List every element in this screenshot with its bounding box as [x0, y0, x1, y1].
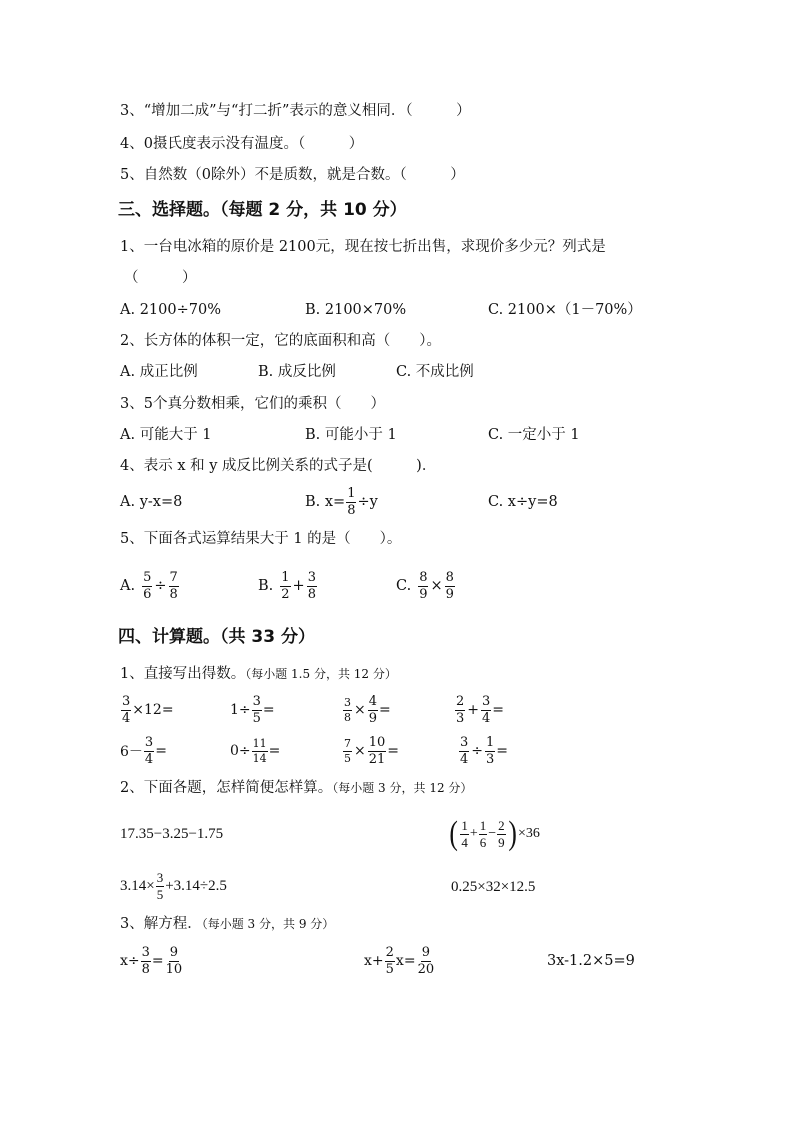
choice-q4-option-c: C. x÷y=8: [488, 494, 558, 510]
choice-q3-text: 3、5个真分数相乘，它们的乘积（ ）: [120, 396, 385, 412]
choice-q1-option-a: A. 2100÷70%: [120, 302, 221, 318]
choice-q1-option-b: B. 2100×70%: [305, 302, 407, 318]
choice-q5-option-c: C. $\frac{8}{9}$ × $\frac{8}{9}$: [396, 569, 454, 602]
calc-q2-expr-4: 0.25×32×12.5: [451, 879, 536, 895]
choice-q1-text: 1、一台电冰箱的原价是 2100元，现在按七折出售，求现价多少元？列式是: [120, 239, 606, 255]
calc-q1-expr-5: 6－ $\frac{3}{4}$ =: [120, 734, 167, 767]
calc-q2-expr-1: 17.35−3.25−1.75: [120, 826, 224, 842]
choice-q4-text: 4、表示 x 和 y 成反比例关系的式子是( )．: [120, 458, 437, 474]
calc-q1-expr-6: 0÷ $\frac{11}{14}$ =: [230, 736, 281, 765]
choice-q1-blank: （ ）: [124, 270, 197, 286]
choice-q5-text: 5、下面各式运算结果大于 1 的是（ ）。: [120, 531, 402, 547]
judge-item-4: 4、0摄氏度表示没有温度。（ ）: [120, 136, 364, 152]
section-4-title: 四、计算题。（共 33 分）: [118, 627, 315, 647]
calc-q1-expr-7: $\frac{7}{5}$ × $\frac{10}{21}$ =: [344, 734, 400, 767]
calc-q1-heading: 1、直接写出得数。（每小题 1.5 分，共 12 分）: [120, 666, 397, 682]
calc-q1-expr-8: $\frac{3}{4}$ ÷ $\frac{1}{3}$ =: [460, 734, 509, 767]
choice-q2-option-c: C. 不成比例: [396, 364, 474, 380]
calc-q1-expr-1: $\frac{3}{4}$ ×12=: [122, 693, 174, 726]
choice-q2-option-a: A. 成正比例: [120, 364, 198, 380]
choice-q2-option-b: B. 成反比例: [258, 364, 336, 380]
section-3-title: 三、选择题。（每题 2 分，共 10 分）: [118, 200, 407, 220]
judge-item-3: 3、“增加二成”与“打二折”表示的意义相同．（ ）: [120, 103, 471, 119]
calc-q2-expr-2: ( $\frac{1}{4}$ + $\frac{1}{6}$ − $\frac{2}{9}$ ) ×36: [449, 815, 540, 852]
choice-q5-option-b: B. $\frac{1}{2}$ + $\frac{3}{8}$: [258, 569, 316, 602]
calc-q2-heading: 2、下面各题，怎样简便怎样算。（每小题 3 分，共 12 分）: [120, 780, 473, 796]
right-paren: ): [508, 815, 517, 852]
choice-q2-text: 2、长方体的体积一定，它的底面积和高（ ）。: [120, 333, 441, 349]
choice-q1-option-c: C. 2100×（1－70%）: [488, 302, 642, 318]
choice-q4-option-b: B. x= $\frac{1}{8}$ ÷y: [305, 485, 378, 518]
calc-q3-equation-2: x+ $\frac{2}{5}$ x= $\frac{9}{20}$: [364, 944, 435, 977]
choice-q3-option-b: B. 可能小于 1: [305, 427, 397, 443]
choice-q4-option-a: A. y-x=8: [120, 494, 183, 510]
calc-q3-heading: 3、解方程．（每小题 3 分，共 9 分）: [120, 916, 335, 932]
calc-q1-expr-4: $\frac{2}{3}$ + $\frac{3}{4}$ =: [456, 693, 505, 726]
choice-q3-option-c: C. 一定小于 1: [488, 427, 580, 443]
choice-q3-option-a: A. 可能大于 1: [120, 427, 212, 443]
left-paren: (: [449, 815, 458, 852]
calc-q3-equation-1: x÷ $\frac{3}{8}$ = $\frac{9}{10}$: [120, 944, 183, 977]
calc-q1-expr-3: $\frac{3}{8}$ × $\frac{4}{9}$ =: [344, 693, 391, 726]
fraction: $\frac{1}{8}$: [347, 485, 356, 518]
calc-q1-expr-2: 1÷ $\frac{3}{5}$ =: [230, 693, 275, 726]
choice-q5-option-a: A. $\frac{5}{6}$ ÷ $\frac{7}{8}$: [120, 569, 178, 602]
calc-q2-expr-3: 3.14× $\frac{3}{5}$ +3.14÷2.5: [120, 869, 227, 902]
judge-item-5: 5、自然数（0除外）不是质数，就是合数。（ ）: [120, 167, 465, 183]
calc-q3-equation-3: 3x-1.2×5=9: [547, 953, 635, 969]
